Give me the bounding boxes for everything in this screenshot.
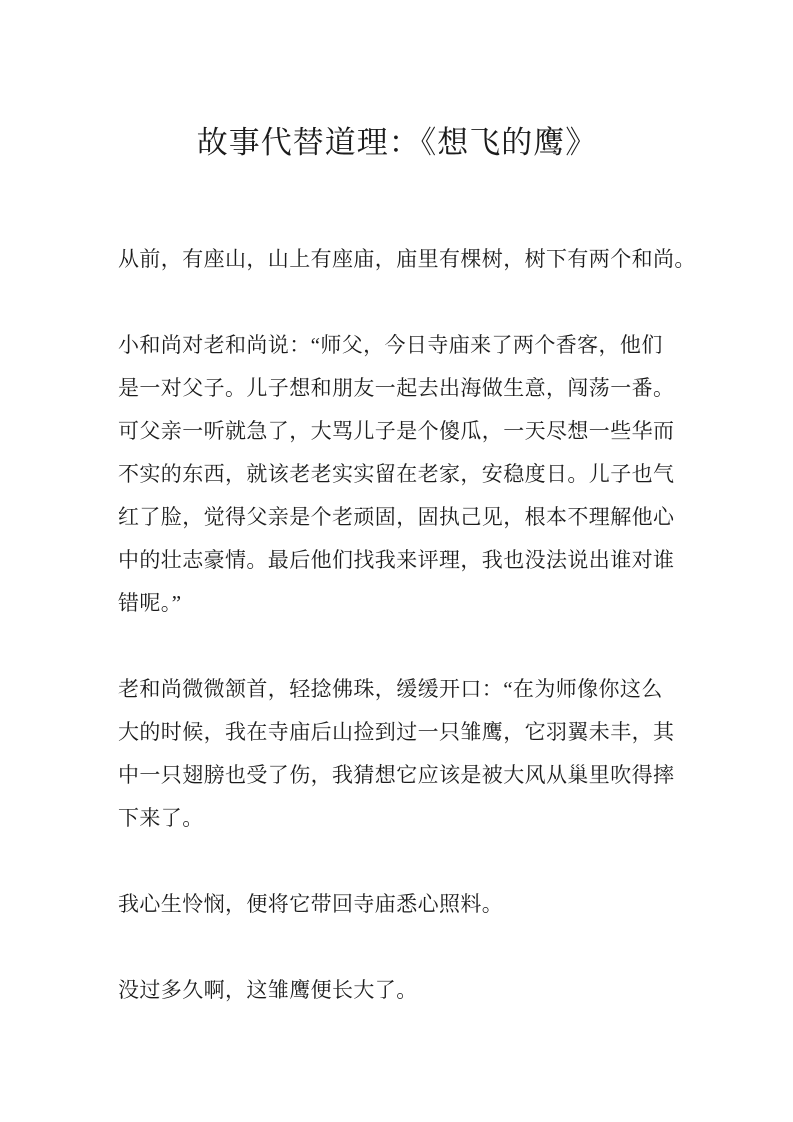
text-line: 小和尚对老和尚说：“师父，今日寺庙来了两个香客，他们 xyxy=(118,333,663,357)
document-body xyxy=(118,238,696,1012)
text-line: 错呢。” xyxy=(118,591,182,615)
text-line: 是一对父子。儿子想和朋友一起去出海做生意，闯荡一番。 xyxy=(118,376,675,400)
text-line: 大的时候，我在寺庙后山捡到过一只雏鹰，它羽翼未丰，其 xyxy=(118,720,675,744)
paragraph xyxy=(118,969,676,1012)
text-line: 下来了。 xyxy=(118,806,204,830)
text-line: 中的壮志豪情。最后他们找我来评理，我也没法说出谁对谁 xyxy=(118,548,675,572)
document-title: 故事代替道理：《想飞的鹰》 xyxy=(196,125,598,160)
paragraph xyxy=(118,238,696,281)
text-line: 红了脸，觉得父亲是个老顽固，固执己见，根本不理解他心 xyxy=(118,505,675,529)
text-line: 从前，有座山，山上有座庙，庙里有棵树，树下有两个和尚。 xyxy=(118,247,696,271)
paragraph xyxy=(118,883,676,926)
text-line: 可父亲一听就急了，大骂儿子是个傻瓜，一天尽想一些华而 xyxy=(118,419,675,443)
text-line: 不实的东西，就该老老实实留在老家，安稳度日。儿子也气 xyxy=(118,462,675,486)
paragraph xyxy=(118,668,676,840)
text-line: 中一只翅膀也受了伤，我猜想它应该是被大风从巢里吹得摔 xyxy=(118,763,675,787)
text-line: 老和尚微微颔首，轻捻佛珠，缓缓开口：“在为师像你这么 xyxy=(118,677,663,701)
paragraph xyxy=(118,324,676,625)
text-line: 没过多久啊，这雏鹰便长大了。 xyxy=(118,978,418,1002)
text-line: 我心生怜悯，便将它带回寺庙悉心照料。 xyxy=(118,892,504,916)
